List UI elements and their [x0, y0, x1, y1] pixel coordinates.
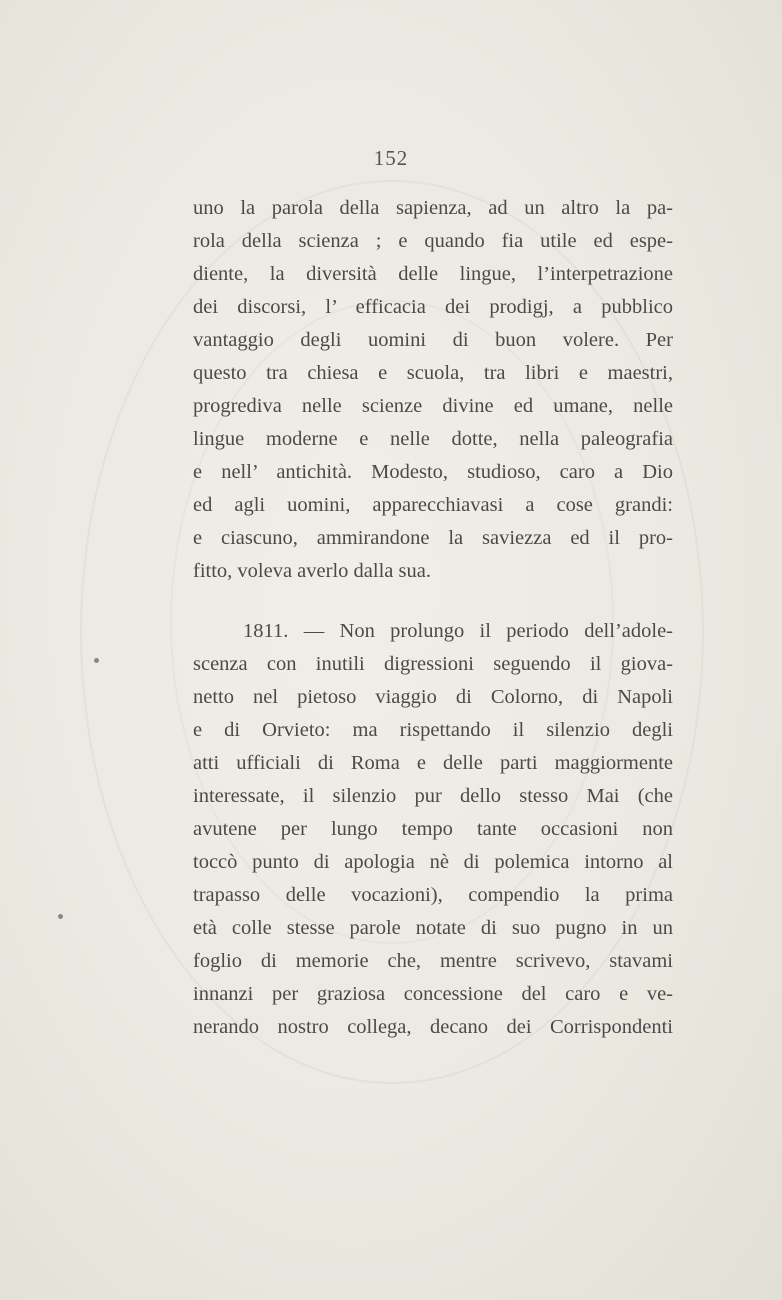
paper-speck	[94, 658, 99, 663]
text-line: nerando nostro collega, decano dei Corrispondenti	[193, 1016, 673, 1038]
text-line: netto nel pietoso viaggio di Colorno, di Napoli	[193, 686, 673, 708]
text-line: rola della scienza ; e quando fia utile ed espe-	[193, 230, 673, 252]
text-line: atti ufficiali di Roma e delle parti maggiormente	[193, 752, 673, 774]
text-line: e ciascuno, ammirandone la saviezza ed il pro-	[193, 527, 673, 549]
text-line: foglio di memorie che, mentre scrivevo, stavami	[193, 950, 673, 972]
text-line: avutene per lungo tempo tante occasioni non	[193, 818, 673, 840]
paragraph-2	[193, 615, 673, 1044]
text-line: questo tra chiesa e scuola, tra libri e maestri,	[193, 362, 673, 384]
text-line: trapasso delle vocazioni), compendio la prima	[193, 884, 673, 906]
text-line: ed agli uomini, apparecchiavasi a cose grandi:	[193, 494, 673, 516]
text-line: e nell’ antichità. Modesto, studioso, caro a Dio	[193, 461, 673, 483]
text-line: lingue moderne e nelle dotte, nella paleografia	[193, 428, 673, 450]
text-line: uno la parola della sapienza, ad un altro la pa-	[193, 197, 673, 219]
text-line: diente, la diversità delle lingue, l’interpetrazione	[193, 263, 673, 285]
text-line: fitto, voleva averlo dalla sua.	[193, 560, 431, 582]
text-line: vantaggio degli uomini di buon volere. Per	[193, 329, 673, 351]
text-line: 1811. — Non prolungo il periodo dell’adole-	[243, 620, 673, 642]
text-line: toccò punto di apologia nè di polemica intorno al	[193, 851, 673, 873]
paper-speck	[58, 914, 63, 919]
text-line: innanzi per graziosa concessione del caro e ve-	[193, 983, 673, 1005]
text-line: progrediva nelle scienze divine ed umane, nelle	[193, 395, 673, 417]
text-line: e di Orvieto: ma rispettando il silenzio degli	[193, 719, 673, 741]
paragraph-1	[193, 192, 673, 588]
text-line: scenza con inutili digressioni seguendo il giova-	[193, 653, 673, 675]
text-line: età colle stesse parole notate di suo pugno in un	[193, 917, 673, 939]
text-line: interessate, il silenzio pur dello stesso Mai (che	[193, 785, 673, 807]
text-line: dei discorsi, l’ efficacia dei prodigj, a pubblico	[193, 296, 673, 318]
page-number: 152	[373, 146, 409, 170]
